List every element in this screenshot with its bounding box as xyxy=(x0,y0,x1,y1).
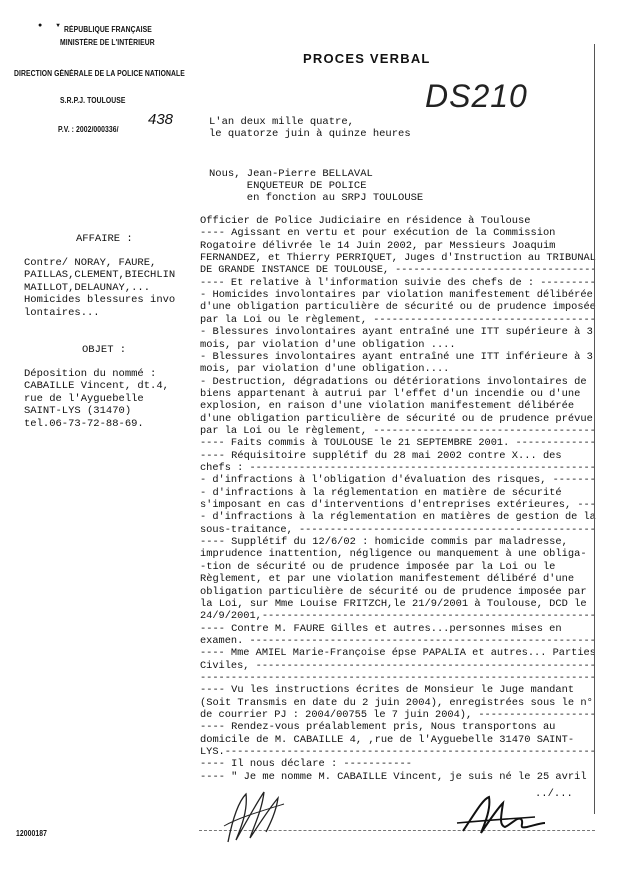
objet-heading: OBJET : xyxy=(82,344,127,356)
header-service: S.R.P.J. TOULOUSE xyxy=(60,96,126,105)
body-line: - Blessures involontaires ayant entraîné une ITT inférieure à 3 xyxy=(200,350,593,363)
body-line: obligation particulière de sécurité ou de prudence imposée par xyxy=(200,585,587,598)
affaire-line: MAILLOT,DELAUNAY,... xyxy=(24,282,151,294)
body-line: (Soit Transmis en date du 2 juin 2004), enregistrées sous le n° xyxy=(200,696,593,709)
body-line: ---- " Je me nomme M. CABAILLE Vincent, je suis né le 25 avril xyxy=(200,770,587,783)
body-line: ---- Faits commis à TOULOUSE le 21 SEPTEMBRE 2001. ------------- xyxy=(200,437,596,450)
affaire-line: Contre/ NORAY, FAURE, xyxy=(24,257,157,269)
body-line: Règlement, et par une violation manifestement délibéré d'une xyxy=(200,573,575,586)
body-line: ---- Vu les instructions écrites de Monsieur le Juge mandant xyxy=(200,684,575,697)
body-line: mois, par violation d'une obligation.... xyxy=(200,363,450,376)
body-line: chefs : -------------------------------------------------------- xyxy=(200,462,596,474)
body-line: - d'infractions à l'obligation d'évaluation des risques, ------- xyxy=(200,474,596,487)
body-line: ---- Supplétif du 12/6/02 : homicide commis par maladresse, xyxy=(200,536,568,549)
body-line: Officier de Police Judiciaire en résidence à Toulouse xyxy=(200,215,531,227)
body-line: la Loi, sur Mme Louise FRITZCH,le 21/9/2001 à Toulouse, DCD le xyxy=(200,597,587,610)
continuation-mark: ../... xyxy=(535,788,573,800)
pv-handwritten: 438 xyxy=(148,111,174,128)
officer-line-1: Nous, Jean-Pierre BELLAVAL xyxy=(209,168,373,180)
signature-right xyxy=(455,793,550,843)
body-line: 24/9/2001,------------------------------------------------------ xyxy=(200,610,596,623)
objet-line: CABAILLE Vincent, dt.4, xyxy=(24,380,169,392)
pv-number xyxy=(58,111,174,137)
affaire-line: Homicides blessures invo xyxy=(24,294,176,306)
objet-line: tel.06-73-72-88-69. xyxy=(24,418,144,430)
page-title: PROCES VERBAL xyxy=(303,51,431,66)
body-line: imprudence inattention, négligence ou manquement à une obliga- xyxy=(200,548,587,561)
body-line: s'imposant en cas d'interventions d'entreprises extérieures, --- xyxy=(200,499,596,512)
body-line: ---- Mme AMIEL Marie-Françoise épse PAPALIA et autres... Parties xyxy=(200,647,596,660)
right-margin-rule xyxy=(594,44,595,814)
footer-code: 12000187 xyxy=(16,829,47,838)
signature-left xyxy=(218,782,298,852)
header-ministere: MINISTÈRE DE L'INTÉRIEUR xyxy=(60,38,155,47)
body-line: ---- Contre M. FAURE Gilles et autres...personnes mises en xyxy=(200,622,562,635)
body-line: sous-traitance, ------------------------------------------------ xyxy=(200,523,596,536)
body-line: DE GRANDE INSTANCE DE TOULOUSE, --------------------------------- xyxy=(200,264,597,277)
body-line: ---- Il nous déclare : ----------- xyxy=(200,758,413,771)
header-marks: ● ▼ xyxy=(38,22,60,30)
handwritten-ref: DS210 xyxy=(425,78,528,114)
body-line: - Blessures involontaires ayant entraîné une ITT supérieure à 3 xyxy=(200,326,593,339)
officer-line-3: en fonction au SRPJ TOULOUSE xyxy=(209,192,424,204)
objet-line: Déposition du nommé : xyxy=(24,368,157,380)
objet-line: rue de l'Ayguebelle xyxy=(24,393,144,405)
body-line: LYS.------------------------------------------------------------ xyxy=(200,746,596,759)
body-line: ---- Agissant en vertu et pour exécution de la Commission xyxy=(200,227,556,240)
body-line: par la Loi ou le règlement, ------------------------------------ xyxy=(200,424,596,437)
header-republique: RÉPUBLIQUE FRANÇAISE xyxy=(64,25,152,34)
body-line: domicile de M. CABAILLE 4, ,rue de l'Ayguebelle 31470 SAINT- xyxy=(200,733,575,746)
pv-label: P.V. : 2002/000336/ xyxy=(58,125,119,134)
officer-line-2: ENQUETEUR DE POLICE xyxy=(209,180,367,192)
body-line: ---- Et relative à l'information suivie des chefs de : --------- xyxy=(200,276,596,289)
body-line: par la Loi ou le règlement, ------------------------------------ xyxy=(200,313,596,326)
affaire-line: lontaires... xyxy=(24,307,100,319)
body-line: examen. -------------------------------------------------------- xyxy=(200,634,596,647)
body-line: d'une obligation particulière de sécurité ou de prudence prévue xyxy=(200,412,593,425)
header-direction: DIRECTION GÉNÉRALE DE LA POLICE NATIONALE xyxy=(14,69,185,78)
date-line-1: L'an deux mille quatre, xyxy=(209,116,354,128)
body-line: - d'infractions à la réglementation en matières de gestion de la xyxy=(200,511,596,524)
body-line: - Homicides involontaires par violation manifestement délibérée xyxy=(200,289,593,302)
body-line: -tion de sécurité ou de prudence imposée par la Loi ou le xyxy=(200,560,556,573)
body-line: d'une obligation particulière de sécurité ou de prudence imposée xyxy=(200,301,596,314)
date-line-2: le quatorze juin à quinze heures xyxy=(209,128,411,140)
body-line: mois, par violation d'une obligation .... xyxy=(200,338,456,351)
affaire-heading: AFFAIRE : xyxy=(76,233,133,245)
body-line: ---------------------------------------------------------------- xyxy=(200,671,596,684)
body-line: Rogatoire délivrée le 14 Juin 2002, par Messieurs Joaquim xyxy=(200,239,556,252)
body-line: Civiles, ------------------------------------------------------- xyxy=(200,659,596,672)
body-line: de courrier PJ : 2004/00755 le 7 juin 2004), ------------------- xyxy=(200,709,596,721)
objet-line: SAINT-LYS (31470) xyxy=(24,405,132,417)
affaire-line: PAILLAS,CLEMENT,BIECHLIN xyxy=(24,269,176,281)
body-line: - d'infractions à la réglementation en matière de sécurité xyxy=(200,486,562,499)
body-line: - Destruction, dégradations ou détériorations involontaires de xyxy=(200,375,587,388)
body-line: ---- Rendez-vous préalablement pris, Nous transportons au xyxy=(200,721,556,734)
body-line: explosion, en raison d'une violation manifestement délibérée xyxy=(200,400,575,413)
body-line: FERNANDEZ, et Thierry PERRIQUET, Juges d'Instruction au TRIBUNAL xyxy=(200,252,596,265)
body-line: ---- Réquisitoire supplétif du 28 mai 2002 contre X... des xyxy=(200,449,562,462)
body-line: biens appartenant à autrui par l'effet d'un incendie ou d'une xyxy=(200,387,581,400)
